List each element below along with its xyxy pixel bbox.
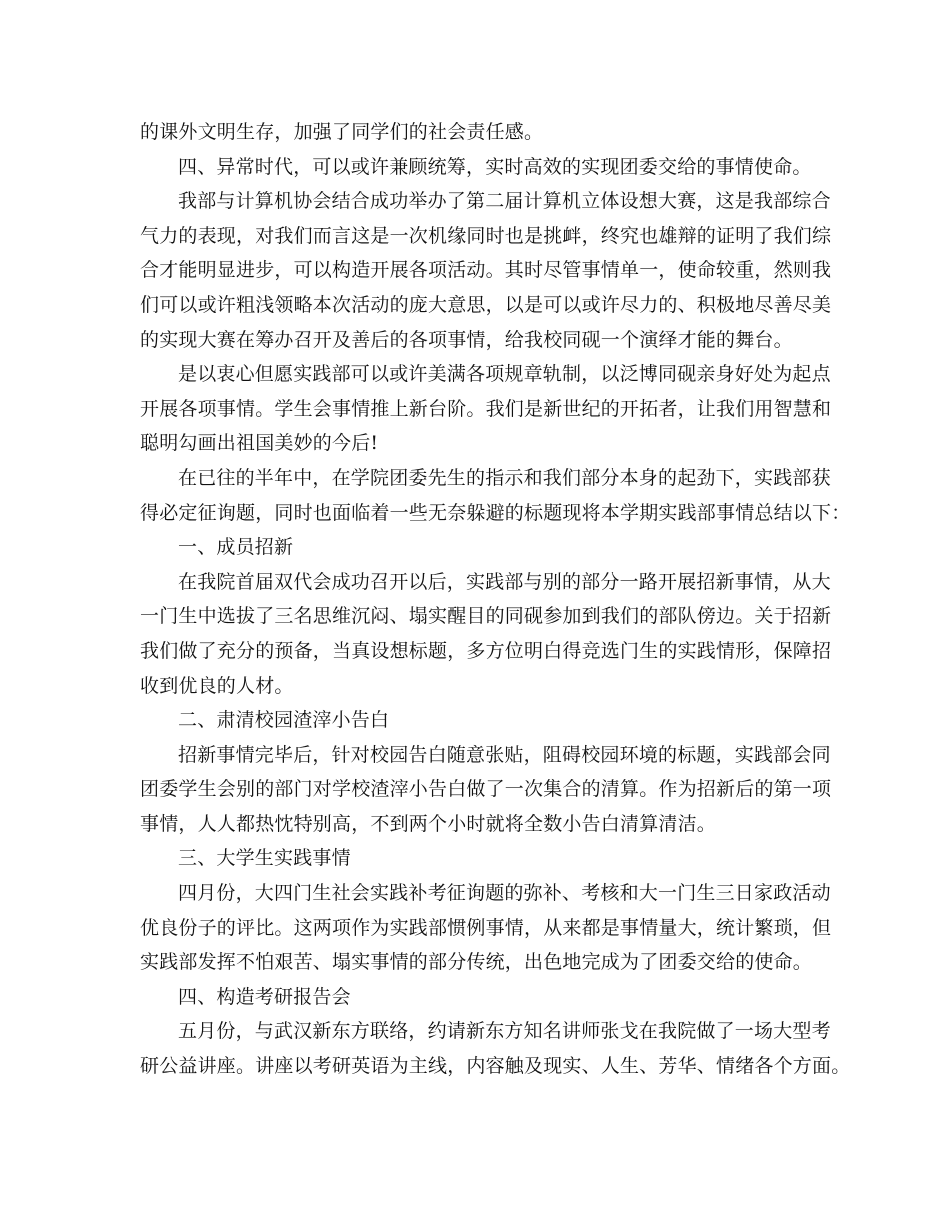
paragraph-line: 一、成员招新 bbox=[178, 536, 294, 559]
paragraph-line: 得必定征询题，同时也面临着一些无奈躲避的标题现将本学期实践部事情总结以下： bbox=[140, 501, 851, 524]
paragraph-line: 优良份子的评比。这两项作为实践部惯例事情，从来都是事情量大，统计繁琐，但 bbox=[140, 916, 832, 939]
paragraph-line: 的实现大赛在筹办召开及善后的各项事情，给我校同砚一个演绎才能的舞台。 bbox=[140, 328, 793, 351]
paragraph-line: 我部与计算机协会结合成功举办了第二届计算机立体设想大赛，这是我部综合 bbox=[178, 190, 831, 213]
paragraph-line: 们可以或许粗浅领略本次活动的庞大意思，以是可以或许尽力的、积极地尽善尽美 bbox=[140, 293, 832, 316]
paragraph-line: 二、肃清校园渣滓小告白 bbox=[178, 709, 390, 732]
paragraph-line: 招新事情完毕后，针对校园告白随意张贴，阻碍校园环境的标题，实践部会同 bbox=[178, 743, 831, 766]
document-body bbox=[140, 115, 851, 1084]
paragraph-line: 收到优良的人材。 bbox=[140, 674, 294, 697]
paragraph-line: 的课外文明生存，加强了同学们的社会责任感。 bbox=[140, 121, 544, 143]
paragraph-line: 聪明勾画出祖国美妙的今后! bbox=[140, 432, 379, 455]
paragraph-line: 研公益讲座。讲座以考研英语为主线，内容触及现实、人生、芳华、情绪各个方面。 bbox=[140, 1055, 851, 1078]
paragraph-line: 气力的表现，对我们而言这是一次机缘同时也是挑衅，终究也雄辩的证明了我们综 bbox=[140, 224, 832, 247]
paragraph-line: 三、大学生实践事情 bbox=[178, 847, 351, 870]
paragraph-line: 一门生中选拔了三名思维沉闷、塌实醒目的同砚参加到我们的部队傍边。关于招新 bbox=[140, 605, 832, 628]
paragraph-line: 四、构造考研报告会 bbox=[178, 985, 351, 1008]
paragraph-line: 是以衷心但愿实践部可以或许美满各项规章轨制，以泛博同砚亲身好处为起点 bbox=[178, 363, 831, 386]
paragraph-line: 我们做了充分的预备，当真设想标题，多方位明白得竞选门生的实践情形，保障招 bbox=[140, 639, 832, 662]
paragraph-line: 五月份，与武汉新东方联络，约请新东方知名讲师张戈在我院做了一场大型考 bbox=[178, 1020, 831, 1043]
paragraph-line: 四、异常时代，可以或许兼顾统筹，实时高效的实现团委交给的事情使命。 bbox=[178, 155, 812, 178]
paragraph-line: 在已往的半年中，在学院团委先生的指示和我们部分本身的起劲下，实践部获 bbox=[178, 466, 831, 489]
paragraph-line: 实践部发挥不怕艰苦、塌实事情的部分传统，出色地完成为了团委交给的使命。 bbox=[140, 951, 813, 974]
paragraph-line: 合才能明显进步，可以构造开展各项活动。其时尽管事情单一，使命较重，然则我 bbox=[140, 259, 832, 282]
paragraph-line: 在我院首届双代会成功召开以后，实践部与别的部分一路开展招新事情，从大 bbox=[178, 570, 831, 593]
paragraph-line: 四月份，大四门生社会实践补考征询题的弥补、考核和大一门生三日家政活动 bbox=[178, 882, 831, 905]
paragraph-line: 团委学生会别的部门对学校渣滓小告白做了一次集合的清算。作为招新后的第一项 bbox=[140, 778, 832, 801]
paragraph-line: 开展各项事情。学生会事情推上新台阶。我们是新世纪的开拓者，让我们用智慧和 bbox=[140, 397, 832, 420]
paragraph-line: 事情，人人都热忱特别高，不到两个小时就将全数小告白清算清洁。 bbox=[140, 812, 717, 835]
